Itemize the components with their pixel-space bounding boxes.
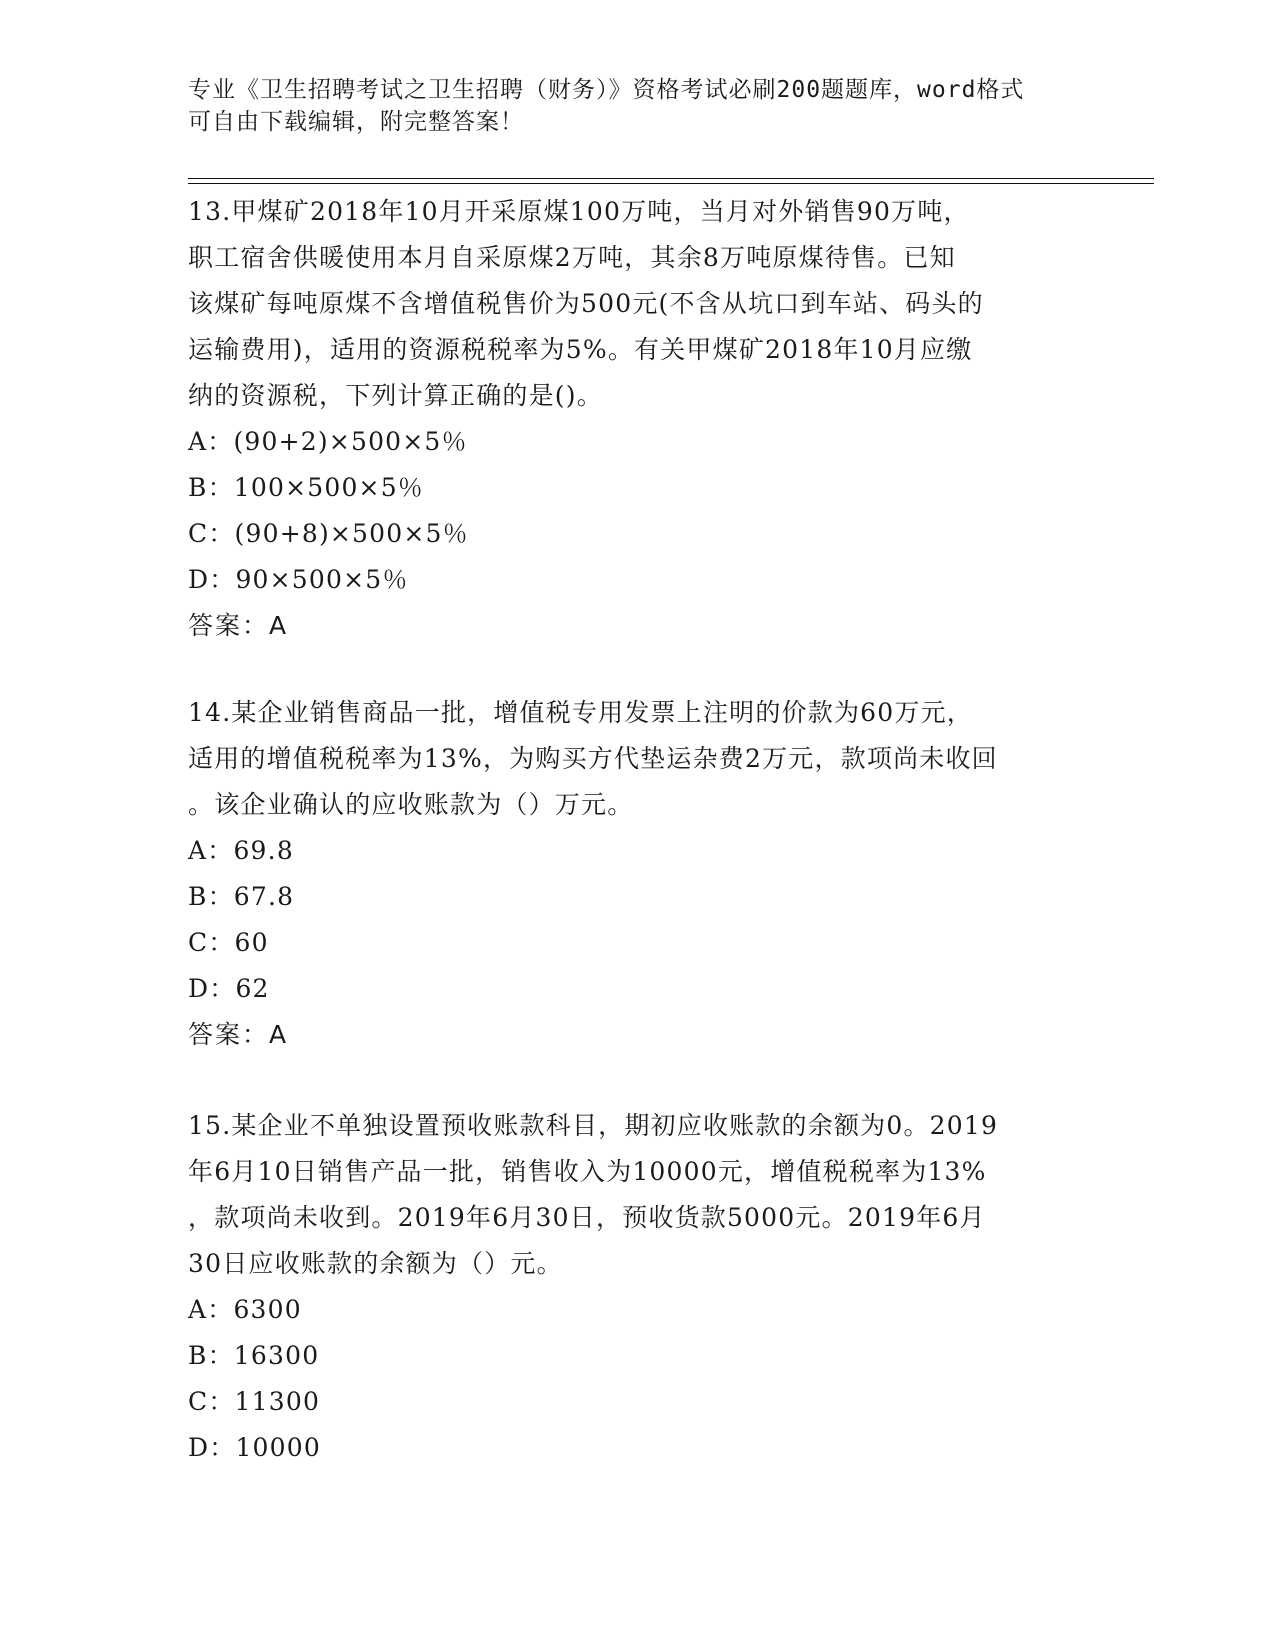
stem-line: 14.某企业销售商品一批，增值税专用发票上注明的价款为60万元，: [188, 698, 973, 727]
header-divider-top: [188, 178, 1154, 179]
stem-line: 纳的资源税，下列计算正确的是()。: [188, 381, 603, 410]
option-d: D：10000: [188, 1433, 321, 1462]
option-a: A：(90+2)×500×5％: [188, 427, 468, 456]
header-line-2: 可自由下载编辑，附完整答案！: [188, 109, 524, 135]
stem-line: 30日应收账款的余额为（）元。: [188, 1249, 563, 1278]
question-14: [188, 690, 1088, 1058]
document-header: [188, 74, 1088, 138]
stem-line: 15.某企业不单独设置预收账款科目，期初应收账款的余额为0。2019: [188, 1111, 999, 1140]
stem-line: 。该企业确认的应收账款为（）万元。: [188, 790, 634, 819]
stem-line: 运输费用)，适用的资源税税率为5%。有关甲煤矿2018年10月应缴: [188, 335, 973, 364]
stem-line: 职工宿舍供暖使用本月自采原煤2万吨，其余8万吨原煤待售。已知: [188, 243, 956, 272]
stem-line: 该煤矿每吨原煤不含增值税售价为500元(不含从坑口到车站、码头的: [188, 289, 984, 318]
question-stem: [188, 189, 1088, 419]
option-a: A：69.8: [188, 836, 294, 865]
option-c: C：(90+8)×500×5％: [188, 519, 469, 548]
header-divider-bottom: [188, 183, 1154, 184]
option-c: C：60: [188, 928, 269, 957]
option-b: B：67.8: [188, 882, 295, 911]
header-line-1: 专业《卫生招聘考试之卫生招聘（财务）》资格考试必刷200题题库，word格式: [188, 77, 1025, 103]
question-stem: [188, 690, 1088, 828]
option-d: D：90×500×5％: [188, 565, 409, 594]
option-b: B：100×500×5％: [188, 473, 425, 502]
question-13: [188, 189, 1088, 649]
stem-line: ，款项尚未收到。2019年6月30日，预收货款5000元。2019年6月: [188, 1203, 986, 1232]
stem-line: 适用的增值税税率为13%，为购买方代垫运杂费2万元，款项尚未收回: [188, 744, 998, 773]
option-c: C：11300: [188, 1387, 321, 1416]
question-stem: [188, 1103, 1088, 1287]
answer: 答案：A: [188, 611, 289, 640]
answer: 答案：A: [188, 1020, 289, 1049]
option-d: D：62: [188, 974, 270, 1003]
option-b: B：16300: [188, 1341, 320, 1370]
stem-line: 年6月10日销售产品一批，销售收入为10000元，增值税税率为13%: [188, 1157, 987, 1186]
stem-line: 13.甲煤矿2018年10月开采原煤100万吨，当月对外销售90万吨，: [188, 197, 970, 226]
question-15: [188, 1103, 1088, 1471]
option-a: A：6300: [188, 1295, 302, 1324]
